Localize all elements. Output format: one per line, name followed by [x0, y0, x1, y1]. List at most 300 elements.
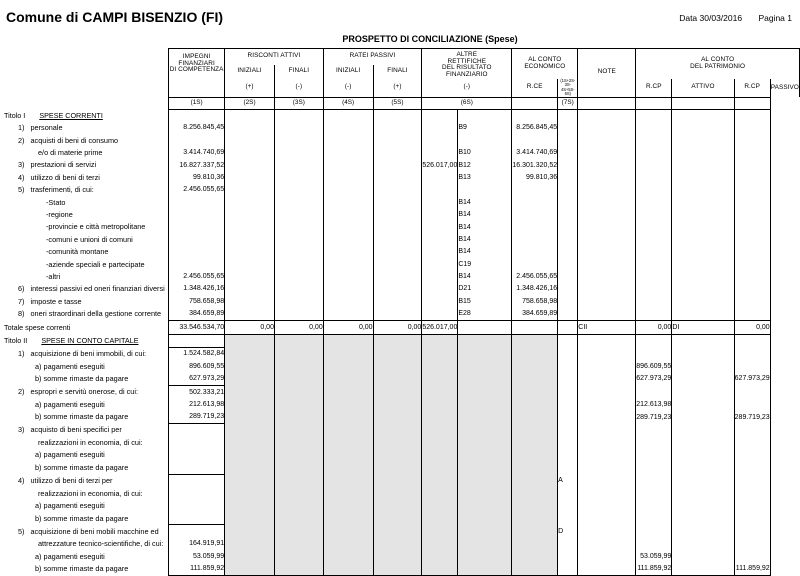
col-patrimonio-header: AL CONTO DEL PATRIMONIO: [636, 49, 800, 79]
cell-conto-economico: 1.348.426,16: [512, 283, 558, 295]
cell-attivo: 212.613,98: [636, 398, 672, 410]
cell-altre-rettifiche: [422, 283, 458, 295]
cell-rce-code: [458, 500, 512, 512]
cell-note: [558, 295, 578, 307]
cell-risconti-iniziali: [225, 538, 275, 550]
cell-ratei-iniziali: [323, 295, 373, 307]
row-label: [4, 461, 169, 474]
row-text: -comuni e unioni di comuni: [46, 234, 133, 244]
cell-impegni: 627.973,29: [169, 373, 225, 386]
cell-risconti-iniziali: [225, 424, 275, 437]
row-text: oneri straordinari della gestione corrente: [30, 309, 162, 319]
cell-impegni: 99.810,36: [169, 171, 225, 183]
cell-risconti-iniziali: [225, 461, 275, 474]
cell-altre-rettifiche: [422, 209, 458, 221]
cell-rcp2: [672, 563, 734, 576]
cell-note: [558, 171, 578, 183]
cell-attivo: 53.059,99: [636, 550, 672, 562]
cell-note: [558, 308, 578, 321]
cell-rcp1: [578, 373, 636, 386]
cell-ratei-finali: [373, 500, 422, 512]
cell-passivo: 289.719,23: [734, 411, 770, 424]
cell-rce-code: [458, 437, 512, 449]
cell-note: [558, 360, 578, 372]
cell-note: [558, 233, 578, 245]
total-attivo: 0,00: [636, 321, 672, 334]
row-label: [4, 411, 169, 424]
cell-rcp1: [578, 295, 636, 307]
cell-altre-rettifiche: [422, 347, 458, 360]
cell-conto-economico: [512, 487, 558, 499]
col-attivo-header: ATTIVO: [672, 79, 734, 97]
cell-attivo: [636, 474, 672, 487]
cell-ratei-iniziali: [323, 525, 373, 538]
cell-rcp2: [672, 474, 734, 487]
cell-risconti-finali: [274, 122, 323, 134]
cell-rcp1: [578, 233, 636, 245]
t2-head-passivo: [734, 334, 770, 347]
titolo-1-head-c4: [323, 109, 373, 122]
cell-altre-rettifiche: [422, 411, 458, 424]
titolo-1-head-c1: [169, 109, 225, 122]
cell-ratei-finali: [373, 295, 422, 307]
cell-note: A: [558, 474, 578, 487]
table-row: [4, 411, 800, 424]
header-row-1: [4, 49, 800, 65]
cell-conto-economico: 2.456.055,65: [512, 271, 558, 283]
titolo-1-head-c6: [422, 109, 458, 122]
cell-rce-code: [458, 512, 512, 525]
cell-attivo: [636, 147, 672, 159]
cell-risconti-finali: [274, 184, 323, 196]
cell-passivo: [734, 271, 770, 283]
cell-altre-rettifiche: [422, 386, 458, 399]
row-label: [4, 271, 169, 283]
cell-risconti-iniziali: [225, 411, 275, 424]
row-number: 2): [18, 135, 25, 145]
cell-altre-rettifiche: [422, 563, 458, 576]
row-label: [4, 449, 169, 461]
cell-passivo: [734, 246, 770, 258]
cell-ratei-finali: [373, 122, 422, 134]
cell-impegni: 164.919,91: [169, 538, 225, 550]
row-label: [4, 424, 169, 437]
cell-rcp1: [578, 525, 636, 538]
cell-note: [558, 159, 578, 171]
cell-passivo: 111.859,92: [734, 563, 770, 576]
cell-impegni: [169, 512, 225, 525]
cell-rce-code: [458, 538, 512, 550]
cell-risconti-iniziali: [225, 283, 275, 295]
cell-risconti-iniziali: [225, 373, 275, 386]
cell-attivo: [636, 512, 672, 525]
cell-rcp2: [672, 386, 734, 399]
titolo-1-head-passivo: [734, 109, 770, 122]
cell-passivo: [734, 360, 770, 372]
cell-altre-rettifiche: [422, 258, 458, 270]
cell-rce-code: [458, 461, 512, 474]
row-text: a) pagamenti eseguiti: [35, 361, 105, 371]
row-text: acquisto di beni specifici per: [30, 425, 122, 435]
row-text: a) pagamenti eseguiti: [35, 551, 105, 561]
table-row: [4, 258, 800, 270]
cell-risconti-iniziali: [225, 184, 275, 196]
cell-ratei-finali: [373, 271, 422, 283]
row-number: 5): [18, 185, 25, 195]
total-passivo: 0,00: [734, 321, 770, 334]
cell-risconti-iniziali: [225, 271, 275, 283]
cell-rcp2: [672, 487, 734, 499]
titolo-1-label: [4, 109, 169, 122]
cell-ratei-finali: [373, 159, 422, 171]
titolo-2-label: [4, 334, 169, 347]
col-altre-rettifiche-header: ALTRE RETTIFICHE DEL RISULTATO FINANZIARIO: [422, 49, 512, 79]
cell-conto-economico: 16.301.320,52: [512, 159, 558, 171]
cell-conto-economico: 384.659,89: [512, 308, 558, 321]
cell-impegni: [169, 424, 225, 437]
cell-altre-rettifiche: [422, 360, 458, 372]
cell-conto-economico: [512, 360, 558, 372]
t2-head-c2: [225, 334, 275, 347]
t2-head-c3: [274, 334, 323, 347]
cell-ratei-iniziali: [323, 308, 373, 321]
cell-altre-rettifiche: [422, 246, 458, 258]
cell-risconti-finali: [274, 449, 323, 461]
cell-altre-rettifiche: [422, 373, 458, 386]
cell-conto-economico: [512, 233, 558, 245]
cell-ratei-finali: [373, 258, 422, 270]
cell-altre-rettifiche: [422, 424, 458, 437]
t2-head-attivo: [636, 334, 672, 347]
table-row: [4, 538, 800, 550]
col-risconti-finali-header: FINALI: [274, 65, 323, 79]
cell-ratei-finali: [373, 525, 422, 538]
titolo-1-head-attivo: [636, 109, 672, 122]
cell-conto-economico: [512, 525, 558, 538]
cell-passivo: [734, 147, 770, 159]
row-label: [4, 308, 169, 321]
cell-rcp2: [672, 134, 734, 146]
cell-note: [558, 449, 578, 461]
row-text: a) pagamenti eseguiti: [35, 450, 105, 460]
table-row: [4, 487, 800, 499]
cell-attivo: [636, 295, 672, 307]
page-meta: [679, 13, 792, 23]
t2-head-c5: [373, 334, 422, 347]
cell-impegni: [169, 487, 225, 499]
cell-rce-code: [458, 525, 512, 538]
cell-rce-code: [458, 424, 512, 437]
cell-impegni: [169, 221, 225, 233]
cell-passivo: [734, 386, 770, 399]
cell-conto-economico: [512, 196, 558, 208]
cell-ratei-finali: [373, 147, 422, 159]
cell-rcp2: [672, 196, 734, 208]
total-altre-rettifiche: 526.017,00: [422, 321, 458, 334]
cell-note: [558, 398, 578, 410]
document-title: PROSPETTO DI CONCILIAZIONE (Spese): [342, 34, 518, 44]
cell-rcp1: [578, 246, 636, 258]
cell-risconti-finali: [274, 283, 323, 295]
cell-rcp1: [578, 271, 636, 283]
cell-risconti-iniziali: [225, 196, 275, 208]
cell-attivo: [636, 500, 672, 512]
cell-rce-code: [458, 449, 512, 461]
cell-note: [558, 184, 578, 196]
table-row: [4, 134, 800, 146]
cell-rce-code: [458, 347, 512, 360]
titolo-1-head-note: [558, 109, 578, 122]
cell-risconti-finali: [274, 487, 323, 499]
cell-rce-code: D21: [458, 283, 512, 295]
row-label: [4, 538, 169, 550]
cell-risconti-finali: [274, 386, 323, 399]
cell-risconti-finali: [274, 147, 323, 159]
cell-conto-economico: [512, 258, 558, 270]
row-label: [4, 295, 169, 307]
cell-passivo: [734, 184, 770, 196]
sign-5s: (+): [373, 79, 422, 97]
cell-risconti-finali: [274, 271, 323, 283]
cell-altre-rettifiche: [422, 474, 458, 487]
cell-risconti-finali: [274, 347, 323, 360]
cell-impegni: [169, 500, 225, 512]
cell-ratei-iniziali: [323, 386, 373, 399]
cell-rce-code: [458, 487, 512, 499]
cell-note: [558, 347, 578, 360]
cell-attivo: [636, 525, 672, 538]
cell-risconti-finali: [274, 461, 323, 474]
cell-rcp2: [672, 122, 734, 134]
row-text: utilizzo di beni di terzi per: [30, 475, 113, 485]
cell-rcp1: [578, 221, 636, 233]
cell-conto-economico: 3.414.740,69: [512, 147, 558, 159]
cell-rcp1: [578, 474, 636, 487]
cell-note: [558, 500, 578, 512]
cell-conto-economico: [512, 424, 558, 437]
row-number: 4): [18, 475, 25, 485]
code-note-blank: [578, 97, 636, 109]
cell-rcp2: [672, 461, 734, 474]
cell-rcp1: [578, 347, 636, 360]
cell-risconti-finali: [274, 437, 323, 449]
cell-impegni: [169, 209, 225, 221]
row-label: [4, 122, 169, 134]
cell-risconti-iniziali: [225, 487, 275, 499]
cell-risconti-iniziali: [225, 360, 275, 372]
cell-altre-rettifiche: [422, 271, 458, 283]
cell-rcp1: [578, 500, 636, 512]
cell-ratei-finali: [373, 221, 422, 233]
row-text: b) somme rimaste da pagare: [35, 374, 129, 384]
titolo-1-head-rcp2: [672, 109, 734, 122]
row-label: [4, 500, 169, 512]
table-row: [4, 233, 800, 245]
cell-rcp2: [672, 512, 734, 525]
cell-note: [558, 386, 578, 399]
cell-rcp1: [578, 122, 636, 134]
cell-impegni: 111.859,92: [169, 563, 225, 576]
code-passivo-blank: [734, 97, 770, 109]
cell-risconti-finali: [274, 525, 323, 538]
t2-head-impegni: [169, 334, 225, 347]
cell-conto-economico: [512, 347, 558, 360]
cell-rcp1: [578, 487, 636, 499]
cell-altre-rettifiche: [422, 398, 458, 410]
cell-ratei-finali: [373, 347, 422, 360]
table-row: [4, 122, 800, 134]
cell-risconti-finali: [274, 196, 323, 208]
cell-conto-economico: [512, 538, 558, 550]
cell-rcp1: [578, 360, 636, 372]
row-label: [4, 221, 169, 233]
cell-rcp1: [578, 196, 636, 208]
titolo-1-head-rce: [458, 109, 512, 122]
table-row: [4, 196, 800, 208]
cell-passivo: [734, 196, 770, 208]
col-note-header: NOTE: [578, 49, 636, 98]
titolo-1-head-c5: [373, 109, 422, 122]
cell-passivo: [734, 209, 770, 221]
cell-passivo: [734, 122, 770, 134]
code-6s: (6S): [422, 97, 512, 109]
col-risconti-iniziali-header: INIZIALI: [225, 65, 275, 79]
cell-note: [558, 147, 578, 159]
cell-rce-code: [458, 184, 512, 196]
t2-head-rcp1: [578, 334, 636, 347]
cell-risconti-finali: [274, 360, 323, 372]
cell-conto-economico: [512, 437, 558, 449]
cell-risconti-finali: [274, 246, 323, 258]
table-row: [4, 271, 800, 283]
code-1s: (1S): [169, 97, 225, 109]
cell-risconti-finali: [274, 373, 323, 386]
cell-risconti-iniziali: [225, 347, 275, 360]
row-label: [4, 246, 169, 258]
titolo-1-name: SPESE CORRENTI: [39, 110, 103, 120]
cell-note: [558, 258, 578, 270]
table-row: [4, 398, 800, 410]
t2-head-note: [558, 334, 578, 347]
cell-note: [558, 209, 578, 221]
cell-passivo: [734, 487, 770, 499]
cell-conto-economico: [512, 246, 558, 258]
row-text: -Stato: [46, 197, 66, 207]
cell-risconti-finali: [274, 500, 323, 512]
col-rcp2-header: R.CP: [734, 79, 770, 97]
row-text: -altri: [46, 271, 61, 281]
row-text: b) somme rimaste da pagare: [35, 463, 129, 473]
cell-note: [558, 221, 578, 233]
cell-risconti-iniziali: [225, 295, 275, 307]
cell-rcp2: [672, 360, 734, 372]
cell-rce-code: B14: [458, 221, 512, 233]
row-text: a) pagamenti eseguiti: [35, 500, 105, 510]
cell-attivo: [636, 271, 672, 283]
header-spacer-2: [4, 65, 169, 79]
cell-impegni: 2.456.055,65: [169, 184, 225, 196]
total-rcp2: DI: [672, 321, 734, 334]
row-label: [4, 512, 169, 525]
cell-passivo: [734, 295, 770, 307]
cell-passivo: [734, 347, 770, 360]
cell-risconti-iniziali: [225, 147, 275, 159]
row-number: 2): [18, 387, 25, 397]
row-label: [4, 283, 169, 295]
row-text: -provincie e città metropolitane: [46, 222, 146, 232]
cell-rcp2: [672, 437, 734, 449]
table-row: [4, 295, 800, 307]
sign-4s: (-): [323, 79, 373, 97]
cell-conto-economico: [512, 461, 558, 474]
cell-note: [558, 512, 578, 525]
cell-risconti-iniziali: [225, 474, 275, 487]
cell-impegni: [169, 474, 225, 487]
cell-note: D: [558, 525, 578, 538]
cell-rcp2: [672, 538, 734, 550]
row-text: realizzazioni in economia, di cui:: [38, 488, 143, 498]
t2-head-c6: [422, 334, 458, 347]
cell-rcp1: [578, 209, 636, 221]
titolo-1-total-row: [4, 321, 800, 334]
row-label: [4, 398, 169, 410]
cell-note: [558, 487, 578, 499]
row-number: 3): [18, 160, 25, 170]
cell-rcp1: [578, 411, 636, 424]
cell-altre-rettifiche: [422, 184, 458, 196]
code-3s: (3S): [274, 97, 323, 109]
cell-passivo: [734, 525, 770, 538]
page-number: Pagina 1: [758, 13, 792, 23]
titolo-2-number: Titolo II: [4, 335, 28, 345]
cell-altre-rettifiche: [422, 171, 458, 183]
cell-passivo: [734, 134, 770, 146]
cell-impegni: [169, 461, 225, 474]
cell-impegni: [169, 246, 225, 258]
total-rcp1: CII: [578, 321, 636, 334]
cell-ratei-finali: [373, 233, 422, 245]
cell-note: [558, 538, 578, 550]
total-ratei-iniziali: 0,00: [323, 321, 373, 334]
cell-note: [558, 461, 578, 474]
cell-rce-code: [458, 563, 512, 576]
row-label: [4, 171, 169, 183]
cell-risconti-finali: [274, 159, 323, 171]
cell-passivo: [734, 171, 770, 183]
cell-ratei-finali: [373, 308, 422, 321]
cell-ratei-finali: [373, 283, 422, 295]
cell-passivo: [734, 500, 770, 512]
row-label: [4, 437, 169, 449]
cell-ratei-iniziali: [323, 500, 373, 512]
cell-rcp2: [672, 500, 734, 512]
cell-impegni: 1.524.582,84: [169, 347, 225, 360]
cell-conto-economico: [512, 500, 558, 512]
code-rcp1-blank: [636, 97, 672, 109]
row-text: b) somme rimaste da pagare: [35, 412, 129, 422]
cell-altre-rettifiche: [422, 134, 458, 146]
cell-passivo: [734, 398, 770, 410]
table-row: [4, 563, 800, 576]
cell-note: [558, 283, 578, 295]
total-note: [558, 321, 578, 334]
cell-rce-code: B10: [458, 147, 512, 159]
cell-rcp2: [672, 308, 734, 321]
cell-impegni: [169, 134, 225, 146]
row-text: b) somme rimaste da pagare: [35, 564, 129, 574]
cell-risconti-finali: [274, 398, 323, 410]
cell-attivo: [636, 347, 672, 360]
